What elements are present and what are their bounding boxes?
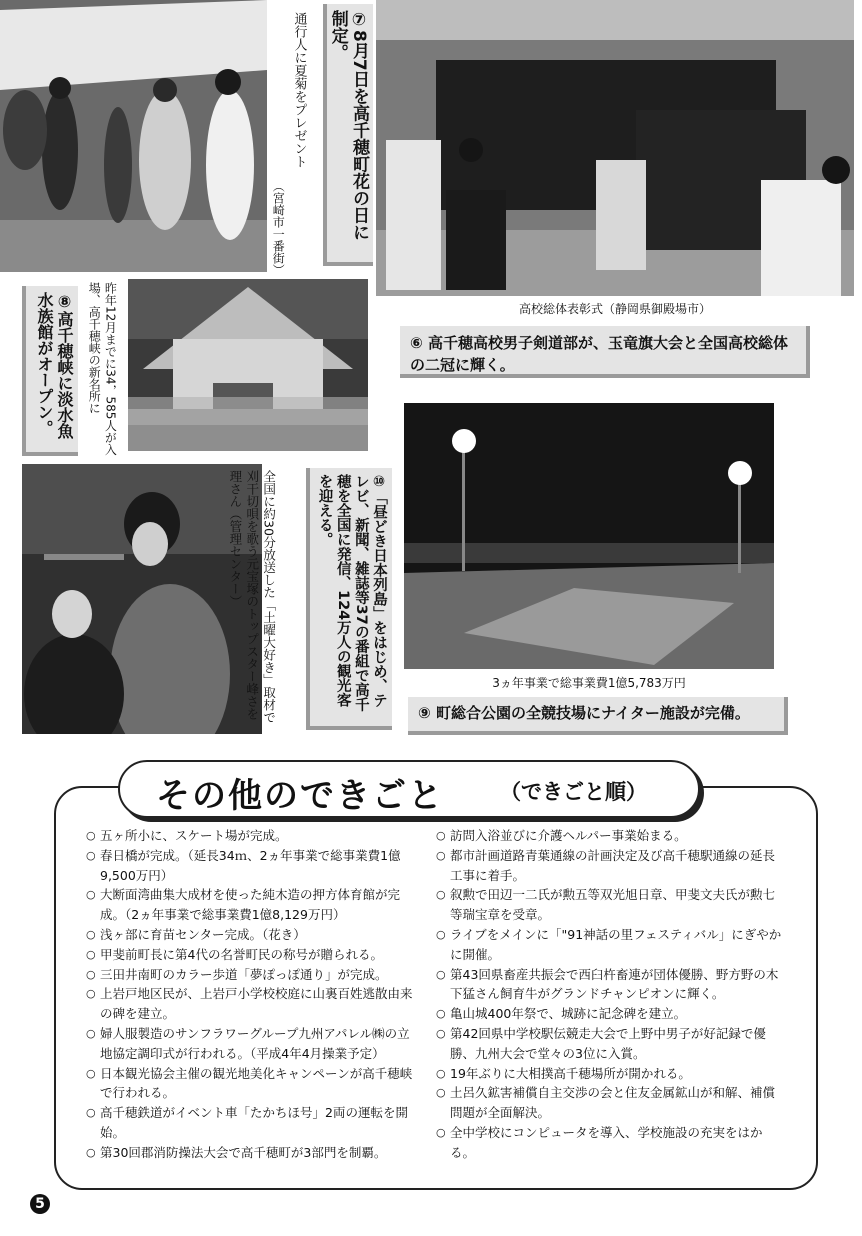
event-item: ○ 五ヶ所小に、スケート場が完成。 [86,826,420,846]
item8-headline-box [22,286,78,456]
item8-headline: 高千穂峡に淡水魚水族館がオープン。 [35,292,74,439]
event-item: ○ 婦人服製造のサンフラワーグループ九州アパレル㈱の立地協定調印式が行われる。（平成4年4月操業予定） [86,1024,420,1064]
item10-headline: 「昼どき日本列島」をはじめ、テレビ、新聞、雑誌等37の番組で高千穂を全国に発信、124万人の観光客を迎える。 [316,474,387,712]
event-item: ○ 三田井南町のカラー歩道「夢ぽっぽ通り」が完成。 [86,965,420,985]
event-item: ○ 亀山城400年祭で、城跡に記念碑を建立。 [436,1004,786,1024]
photo-flower-day [0,0,267,272]
page-number: 5 [30,1194,50,1214]
event-item: ○ 叙勲で田辺一二氏が勲五等双光旭日章、甲斐文夫氏が勲七等瑞宝章を受章。 [436,885,786,925]
event-item: ○ 甲斐前町長に第4代の名誉町民の称号が贈られる。 [86,945,420,965]
event-item: ○ 上岩戸地区民が、上岩戸小学校校庭に山裏百姓逃散由来の碑を建立。 [86,984,420,1024]
event-item: ○ 土呂久鉱害補償自主交渉の会と住友金属鉱山が和解、補償問題が全面解決。 [436,1083,786,1123]
item7-body: 通行人に夏菊をプレゼント [291,12,307,168]
item6-headline: 高千穂高校男子剣道部が、玉竜旗大会と全国高校総体の二冠に輝く。 [410,334,788,374]
event-item: ○ 大断面湾曲集大成材を使った純木造の押方体育館が完成。（2ヵ年事業で総事業費1億8,129万円） [86,885,420,925]
item9-photo-caption: 3ヵ年事業で総事業費1億5,783万円 [492,676,686,690]
event-item: ○ 都市計画道路青葉通線の計画決定及び高千穂駅通線の延長工事に着手。 [436,846,786,886]
event-item: ○ 全中学校にコンピュータを導入、学校施設の充実をはかる。 [436,1123,786,1163]
item7-number: ⑦ [349,10,369,30]
item8-body: 昨年12月までに34，585人が入場、高千穂峡の新名所に [87,282,118,456]
left-events-list [86,826,420,1163]
item9-headline-box [408,697,788,735]
event-item: ○ 第43回県畜産共振会で西臼杵畜連が団体優勝、野方野の木下猛さん飼育牛がグランドチャンピオンに輝く。 [436,965,786,1005]
item6-headline-box [400,326,810,378]
photo-night-stadium [404,403,774,669]
other-events-title-box [118,760,700,818]
right-events-list [436,826,786,1163]
event-item: ○ 高千穂鉄道がイベント車「たかちほ号」2両の運転を開始。 [86,1103,420,1143]
photo-aquarium [128,279,368,451]
item7-headline: 8月7日を高千穂町花の日に制定。 [327,10,369,241]
event-item: ○ 19年ぶりに大相撲高千穂場所が開かれる。 [436,1064,786,1084]
event-item: ○ 春日橋が完成。（延長34ｍ、2ヵ年事業で総事業費1億9,500万円） [86,846,420,886]
event-item: ○ 日本観光協会主催の観光地美化キャンペーンが高千穂峡で行われる。 [86,1064,420,1104]
item7-headline-box [323,4,373,266]
item9-headline: 町総合公園の全競技場にナイター施設が完備。 [435,704,750,722]
event-item: ○ 第42回県中学校駅伝競走大会で上野中男子が好記録で優勝、九州大会で堂々の3位に入賞。 [436,1024,786,1064]
photo-kendo-ceremony [376,0,854,296]
event-item: ○ 訪問入浴並びに介護ヘルパー事業始まる。 [436,826,786,846]
item10-number: ⑩ [371,474,387,490]
item6-photo-caption: 高校総体表彰式（静岡県御殿場市） [518,302,711,316]
other-events-subtitle: （できごと順） [500,780,647,804]
item9-number: ⑨ [418,704,431,722]
event-item: ○ 第30回郡消防操法大会で高千穂町が3部門を制覇。 [86,1143,420,1163]
event-item: ○ ライブをメインに「"91神話の里フェスティバル」にぎやかに開催。 [436,925,786,965]
item7-source: （宮崎市一番街） [271,180,286,276]
item10-headline-box [306,468,392,730]
item10-body: 全国に約30分放送した「土曜大好き」取材で刈干切唄を歌う元宝塚のトップスター峰さを理さん（管理センター） [227,470,277,724]
other-events-title: その他のできごと [156,776,444,816]
item8-number: ⑧ [55,292,74,311]
item6-number: ⑥ [410,334,423,352]
event-item: ○ 浅ヶ部に育苗センター完成。（花き） [86,925,420,945]
